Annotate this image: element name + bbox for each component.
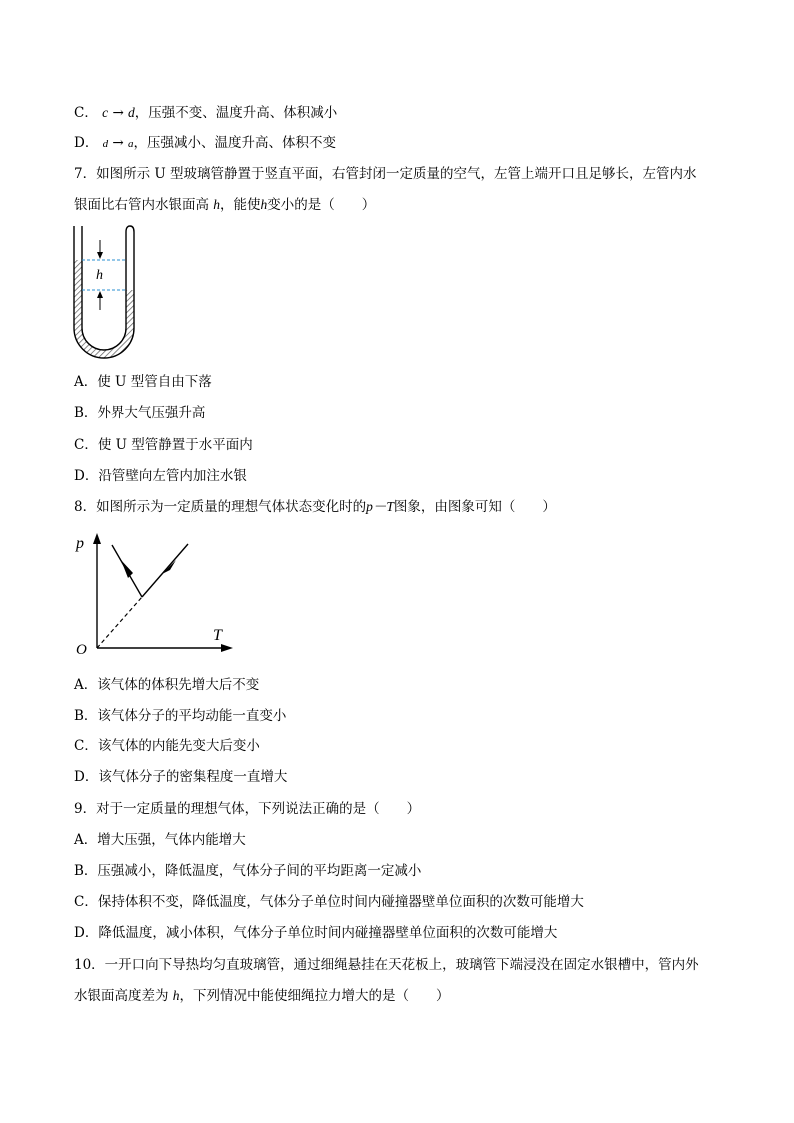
option-text: ，压强减小、温度升高、体积不变 xyxy=(133,135,337,151)
x-axis-arrow-icon xyxy=(221,644,233,652)
dashed-line-to-origin xyxy=(97,597,142,648)
var-c: c xyxy=(102,105,109,120)
stem-text: ，下列情况中能使细绳拉力增大的是（ ） xyxy=(179,988,450,1004)
stem-text: 水银面高度差为 xyxy=(74,988,173,1004)
q9-option-d: D．降低温度，减小体积，气体分子单位时间内碰撞器壁单位面积的次数可能增大 xyxy=(74,925,558,941)
q9-option-a: A．增大压强，气体内能增大 xyxy=(74,832,246,848)
var-d: d xyxy=(102,138,109,150)
q8-stem xyxy=(74,497,556,517)
q8-option-c: C．该气体的内能先变大后变小 xyxy=(74,738,260,754)
var-h: h xyxy=(260,197,268,212)
q9-option-b: B．压强减小，降低温度，气体分子间的平均距离一定减小 xyxy=(74,863,422,879)
stem-text: ，能使 xyxy=(220,197,261,213)
q6-option-c xyxy=(74,103,337,123)
q10-stem-line2 xyxy=(74,986,450,1006)
arrow-icon xyxy=(162,560,176,574)
arrow-icon xyxy=(121,560,133,578)
q8-option-a: A．该气体的体积先增大后不变 xyxy=(74,677,260,693)
stem-text: 图象，由图象可知（ ） xyxy=(393,499,556,515)
q9-stem: 9．对于一定质量的理想气体，下列说法正确的是（ ） xyxy=(74,801,421,817)
h-label: h xyxy=(96,268,103,283)
axis-label-p: p xyxy=(76,535,84,552)
arrow-icon: → xyxy=(112,135,124,151)
stem-text: 8．如图所示为一定质量的理想气体状态变化时的 xyxy=(74,499,367,515)
q7-option-d: D．沿管壁向左管内加注水银 xyxy=(74,468,247,484)
option-label: D． xyxy=(74,135,99,151)
axis-label-t: T xyxy=(213,627,222,644)
q7-option-b: B．外界大气压强升高 xyxy=(74,405,206,421)
q8-option-b: B．该气体分子的平均动能一直变小 xyxy=(74,708,287,724)
var-h: h xyxy=(172,988,180,1003)
var-d: d xyxy=(128,105,135,120)
y-axis-arrow-icon xyxy=(93,533,101,544)
q7-option-c: C．使 U 型管静置于水平面内 xyxy=(74,437,253,453)
var-p-t: p－T xyxy=(366,499,394,514)
var-h: h xyxy=(213,197,221,212)
option-label: C． xyxy=(74,105,98,121)
q7-option-a: A．使 U 型管自由下落 xyxy=(74,374,212,390)
q6-option-d xyxy=(74,133,336,154)
q7-stem-line2 xyxy=(74,195,375,215)
process-segment-2 xyxy=(142,544,188,597)
mercury-fill xyxy=(74,260,134,358)
q9-option-c: C．保持体积不变，降低温度，气体分子单位时间内碰撞器壁单位面积的次数可能增大 xyxy=(74,894,584,910)
tube-inner-wall xyxy=(82,226,126,350)
p-t-graph xyxy=(70,530,240,660)
stem-text: 变小的是（ ） xyxy=(267,197,376,213)
q8-option-d: D．该气体分子的密集程度一直增大 xyxy=(74,769,288,785)
arrow-up-icon xyxy=(97,291,103,298)
stem-text: 银面比右管内水银面高 xyxy=(74,197,214,213)
var-a: a xyxy=(128,138,134,150)
arrow-icon: → xyxy=(112,105,124,121)
q7-stem-line1: 7．如图所示 U 型玻璃管静置于竖直平面，右管封闭一定质量的空气，左管上端开口且足够长，左管内水 xyxy=(74,166,697,182)
u-tube-figure xyxy=(64,222,144,370)
option-text: ，压强不变、温度升高、体积减小 xyxy=(134,105,338,121)
q10-stem-line1: 10．一开口向下导热均匀直玻璃管，通过细绳悬挂在天花板上，玻璃管下端浸没在固定水银槽中，管内外 xyxy=(74,957,699,973)
arrow-down-icon xyxy=(97,252,103,259)
origin-label: O xyxy=(76,642,87,658)
